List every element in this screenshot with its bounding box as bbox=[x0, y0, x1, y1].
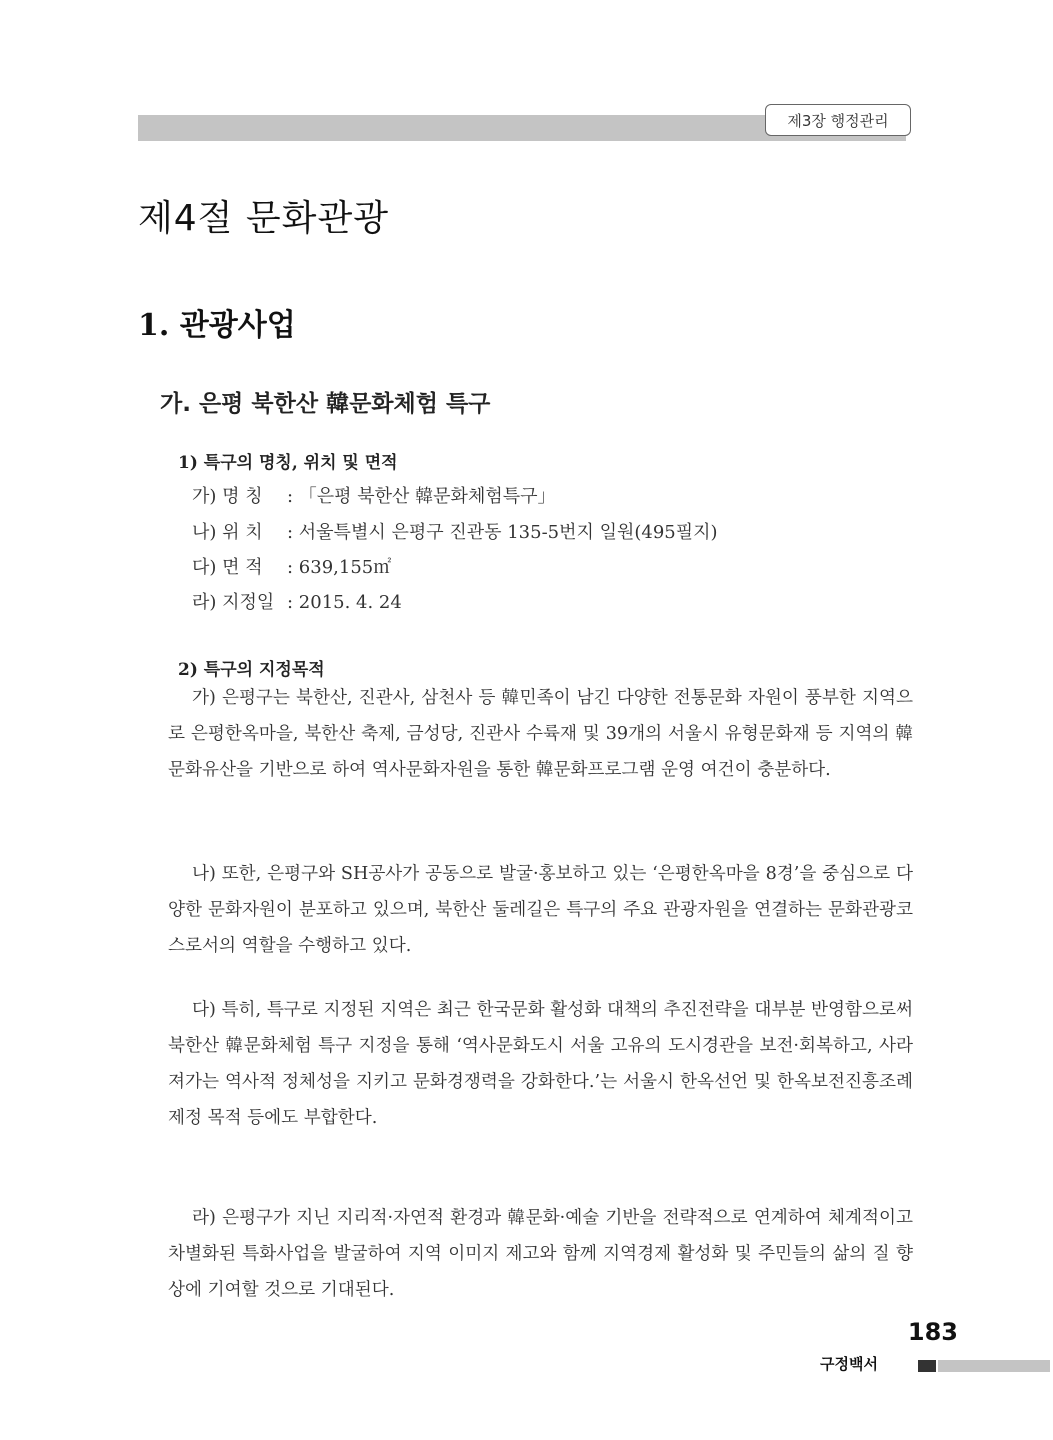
info-item-value: : 서울특별시 은평구 진관동 135-5번지 일원(495필지) bbox=[287, 522, 718, 543]
heading-2: 가. 은평 북한산 韓문화체험 특구 bbox=[160, 391, 491, 417]
page-number: 183 bbox=[907, 1318, 958, 1346]
info-item-label: 다) 면 적 bbox=[192, 557, 263, 578]
footer-block bbox=[918, 1360, 936, 1372]
paragraph: 다) 특히, 특구로 지정된 지역은 최근 한국문화 활성화 대책의 추진전략을 대부분 반영함으로써 북한산 韓문화체험 특구 지정을 통해 ‘역사문화도시 서울 고유의 도시경관을 보전·회복하고, 사라져가는 역사적 정체성을 지키고 문화경쟁력을 강화한다.’는 서울시 한옥선언 및 한옥보전진흥조례 제정 목적 등에도 부합한다. bbox=[168, 1000, 913, 1128]
info-item-value: : 639,155㎡ bbox=[287, 557, 392, 578]
footer-label: 구정백서 bbox=[820, 1355, 878, 1373]
info-item-value: : 「은평 북한산 韓문화체험특구」 bbox=[287, 486, 556, 507]
footer-bar bbox=[938, 1360, 1050, 1372]
paragraph: 나) 또한, 은평구와 SH공사가 공동으로 발굴·홍보하고 있는 ‘은평한옥마을 8경’을 중심으로 다양한 문화자원이 분포하고 있으며, 북한산 둘레길은 특구의 주요 관광자원을 연결하는 문화관광코스로서의 역할을 수행하고 있다. bbox=[168, 864, 913, 956]
info-item-name bbox=[192, 482, 556, 508]
info-item-label: 라) 지정일 bbox=[192, 592, 275, 613]
sub2-heading: 2) 특구의 지정목적 bbox=[178, 660, 325, 680]
heading-1: 1. 관광사업 bbox=[138, 308, 296, 343]
paragraph: 라) 은평구가 지닌 지리적·자연적 환경과 韓문화·예술 기반을 전략적으로 연계하여 체계적이고 차별화된 특화사업을 발굴하여 지역 이미지 제고와 함께 지역경제 활성화 및 주민들의 삶의 질 향상에 기여할 것으로 기대된다. bbox=[168, 1208, 913, 1300]
info-item-value: : 2015. 4. 24 bbox=[287, 592, 402, 613]
info-item-date bbox=[192, 588, 402, 614]
paragraph: 가) 은평구는 북한산, 진관사, 삼천사 등 韓민족이 남긴 다양한 전통문화 자원이 풍부한 지역으로 은평한옥마을, 북한산 축제, 금성당, 진관사 수륙재 및 39개의 서울시 유형문화재 등 지역의 韓문화유산을 기반으로 하여 역사문화자원을 통한 韓문화프로그램 운영 여건이 충분하다. bbox=[168, 688, 913, 780]
info-item-location bbox=[192, 518, 718, 544]
info-item-area bbox=[192, 553, 391, 579]
info-item-label: 나) 위 치 bbox=[192, 522, 263, 543]
sub1-heading: 1) 특구의 명칭, 위치 및 면적 bbox=[178, 453, 398, 473]
info-item-label: 가) 명 칭 bbox=[192, 486, 263, 507]
section-title: 제4절 문화관광 bbox=[138, 198, 390, 239]
chapter-label: 제3장 행정관리 bbox=[765, 104, 911, 136]
